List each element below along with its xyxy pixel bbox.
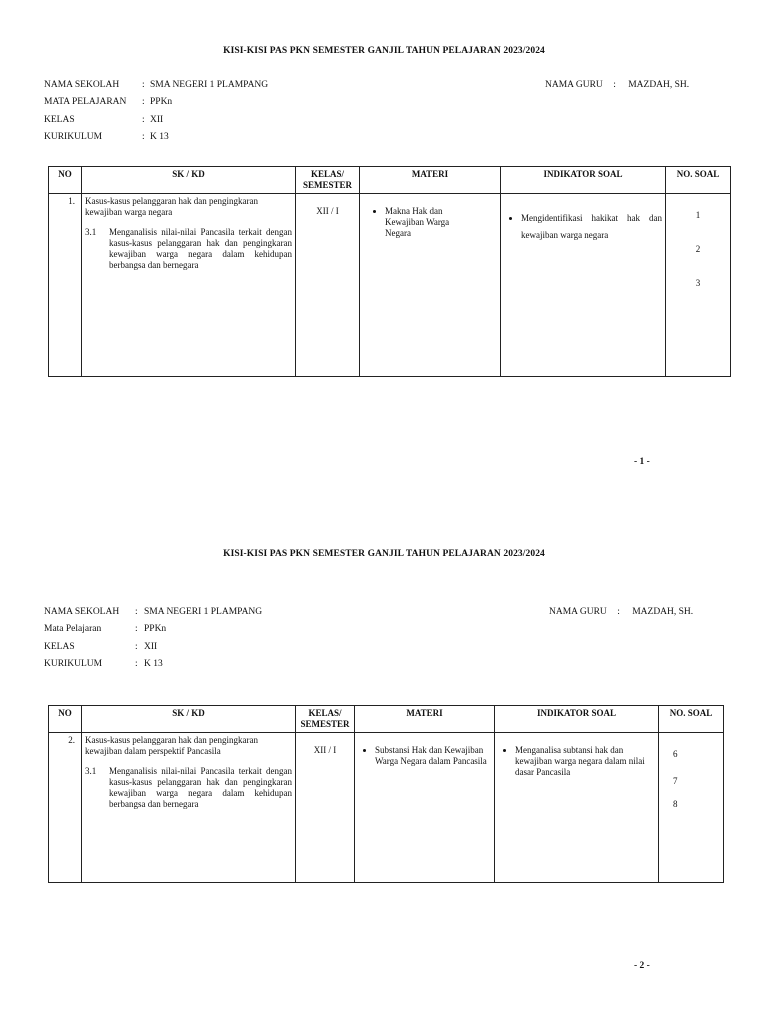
value-mata-pelajaran: PPKn	[144, 624, 167, 634]
header-no: NO	[49, 706, 82, 733]
kisi-kisi-table	[48, 166, 731, 377]
label-kelas: KELAS	[44, 115, 75, 125]
value-kurikulum: K 13	[144, 659, 163, 669]
table-row	[49, 733, 724, 883]
soal-number: 3	[695, 278, 701, 288]
header-no-soal: NO. SOAL	[666, 167, 731, 194]
header-sk-kd: SK / KD	[82, 706, 296, 733]
kd-number: 3.1	[85, 227, 97, 237]
teacher-info	[549, 607, 693, 617]
kd-number: 3.1	[85, 766, 97, 776]
table-header-row	[49, 167, 731, 194]
header-kelas-line-1: KELAS/	[308, 708, 342, 718]
label-mata-pelajaran: Mata Pelajaran	[44, 624, 102, 634]
kd-text: Menganalisis nilai-nilai Pancasila terkait dengan kasus-kasus pelanggaran hak dan pengingkaran kewajiban warga negara dalam kehidupan berbangsa dan bernegara	[109, 227, 292, 270]
kelas-semester-cell: XII / I	[296, 194, 360, 377]
header-materi: MATERI	[355, 706, 495, 733]
row-number: 1.	[49, 194, 82, 377]
row-number: 2.	[49, 733, 82, 883]
sk-kd-cell	[82, 733, 296, 883]
colon: :	[142, 115, 145, 125]
header-kelas-line-2: SEMESTER	[302, 180, 353, 190]
value-kurikulum: K 13	[150, 132, 169, 142]
colon: :	[613, 80, 616, 90]
value-nama-sekolah: SMA NEGERI 1 PLAMPANG	[144, 607, 263, 617]
label-nama-guru: NAMA GURU	[545, 80, 603, 90]
kd-text: Menganalisis nilai-nilai Pancasila terkait dengan kasus-kasus pelanggaran hak dan pengingkaran kewajiban warga negara dalam kehidupan berbangsa dan bernegara	[109, 766, 292, 809]
label-nama-guru: NAMA GURU	[549, 607, 607, 617]
header-kelas-line-1: KELAS/	[310, 169, 344, 179]
header-no: NO	[49, 167, 82, 194]
materi-item: • Substansi Hak dan Kewajiban Warga Negara dalam Pancasila	[375, 745, 491, 767]
colon: :	[135, 642, 138, 652]
header-indikator: INDIKATOR SOAL	[495, 706, 659, 733]
standar-kompetensi: Kasus-kasus pelanggaran hak dan pengingkaran kewajiban dalam perspektif Pancasila	[85, 735, 258, 756]
soal-number: 8	[673, 799, 678, 809]
label-kurikulum: KURIKULUM	[44, 132, 103, 142]
page-number: - 1 -	[634, 457, 650, 467]
colon: :	[142, 132, 145, 142]
indikator-item: • Menganalisa subtansi hak dan kewajiban warga negara dalam nilai dasar Pancasila	[515, 745, 655, 778]
colon: :	[135, 659, 138, 669]
standar-kompetensi: Kasus-kasus pelanggaran hak dan pengingkaran kewajiban warga negara	[85, 196, 258, 217]
document-page-2	[0, 505, 768, 1024]
header-kelas-semester	[296, 706, 355, 733]
colon: :	[142, 97, 145, 107]
no-soal-cell	[659, 733, 724, 883]
value-nama-sekolah: SMA NEGERI 1 PLAMPANG	[150, 80, 269, 90]
school-info	[44, 80, 344, 150]
header-materi: MATERI	[360, 167, 501, 194]
kelas-semester-cell: XII / I	[296, 733, 355, 883]
materi-item: • Makna Hak dan Kewajiban Warga Negara	[385, 206, 465, 239]
header-sk-kd: SK / KD	[82, 167, 296, 194]
no-soal-cell	[666, 194, 731, 377]
page-title: KISI-KISI PAS PKN SEMESTER GANJIL TAHUN PELAJARAN 2023/2024	[223, 549, 545, 559]
kisi-kisi-table	[48, 705, 724, 883]
colon: :	[617, 607, 620, 617]
kompetensi-dasar	[85, 766, 292, 810]
table-row	[49, 194, 731, 377]
header-no-soal: NO. SOAL	[659, 706, 724, 733]
header-indikator: INDIKATOR SOAL	[501, 167, 666, 194]
value-nama-guru: MAZDAH, SH.	[632, 607, 694, 617]
colon: :	[135, 607, 138, 617]
label-kelas: KELAS	[44, 642, 75, 652]
page-number: - 2 -	[634, 961, 650, 971]
table-header-row	[49, 706, 724, 733]
label-kurikulum: KURIKULUM	[44, 659, 103, 669]
sk-kd-cell	[82, 194, 296, 377]
value-kelas: XII	[150, 115, 164, 125]
indikator-cell	[501, 194, 666, 377]
materi-cell	[355, 733, 495, 883]
page-title: KISI-KISI PAS PKN SEMESTER GANJIL TAHUN PELAJARAN 2023/2024	[223, 46, 545, 56]
soal-number: 6	[673, 749, 678, 759]
header-kelas-semester	[296, 167, 360, 194]
value-nama-guru: MAZDAH, SH.	[628, 80, 690, 90]
indikator-item: • Mengidentifikasi hakikat hak dan kewajiban warga negara	[521, 210, 662, 244]
soal-number: 7	[673, 776, 678, 786]
kompetensi-dasar	[85, 227, 292, 271]
label-mata-pelajaran: MATA PELAJARAN	[44, 97, 127, 107]
label-nama-sekolah: NAMA SEKOLAH	[44, 80, 120, 90]
teacher-info	[545, 80, 689, 90]
school-info	[44, 607, 344, 677]
label-nama-sekolah: NAMA SEKOLAH	[44, 607, 120, 617]
indikator-cell	[495, 733, 659, 883]
materi-cell	[360, 194, 501, 377]
colon: :	[142, 80, 145, 90]
soal-number: 1	[695, 210, 701, 220]
soal-number: 2	[695, 244, 701, 254]
value-kelas: XII	[144, 642, 158, 652]
colon: :	[135, 624, 138, 634]
header-kelas-line-2: SEMESTER	[300, 719, 350, 729]
value-mata-pelajaran: PPKn	[150, 97, 173, 107]
document-page-1	[0, 0, 768, 505]
